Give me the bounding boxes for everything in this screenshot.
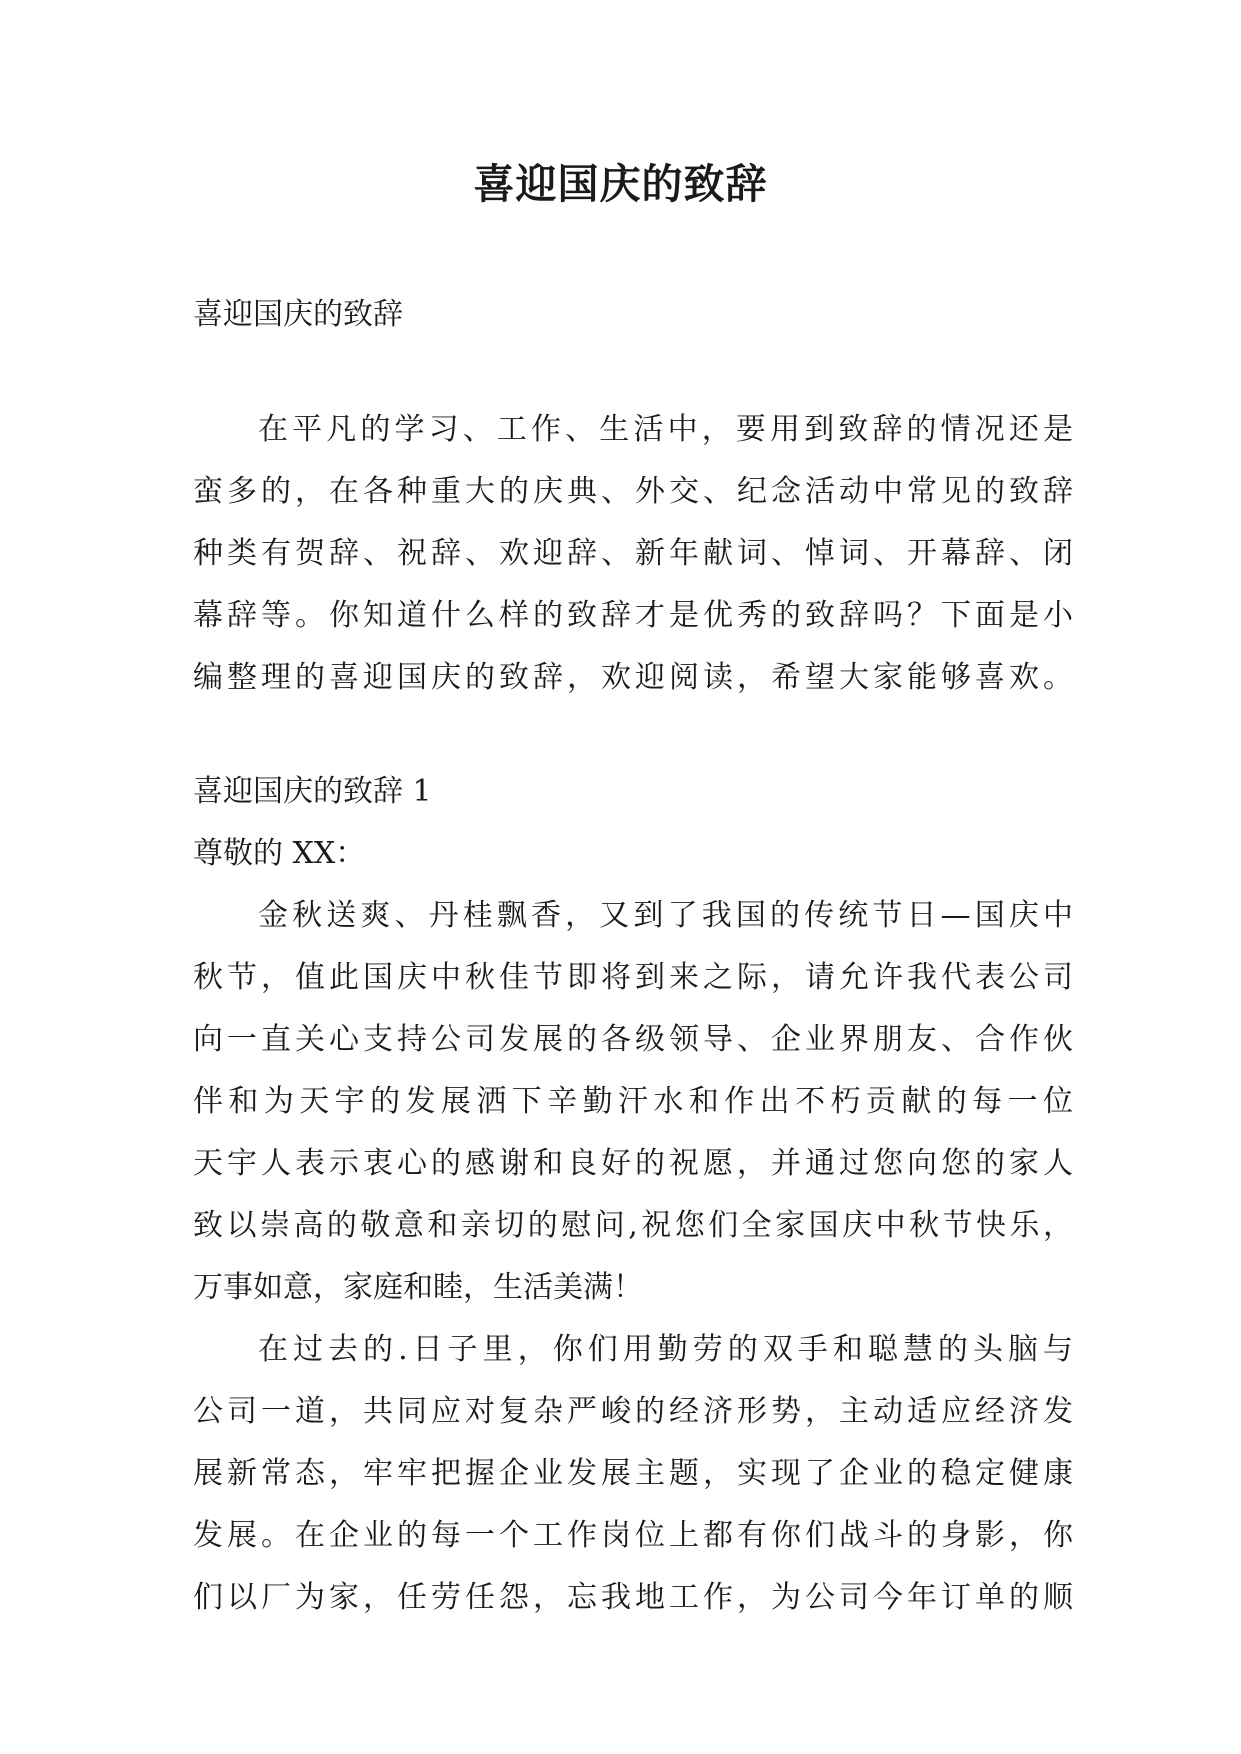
intro-line: 种类有贺辞、祝辞、欢迎辞、新年献词、悼词、开幕辞、闭 [193, 536, 1073, 571]
paragraph-line: 在过去的.日子里，你们用勤劳的双手和聪慧的头脑与 [258, 1332, 1073, 1367]
intro-line: 编整理的喜迎国庆的致辞，欢迎阅读，希望大家能够喜欢。 [193, 660, 1073, 695]
paragraph-line: 展新常态，牢牢把握企业发展主题，实现了企业的稳定健康 [193, 1456, 1073, 1491]
paragraph-line: 公司一道，共同应对复杂严峻的经济形势，主动适应经济发 [193, 1394, 1073, 1429]
section-heading: 喜迎国庆的致辞 1 [193, 774, 432, 809]
paragraph-line: 致以崇高的敬意和亲切的慰问,祝您们全家国庆中秋节快乐， [193, 1208, 1073, 1243]
paragraph-line: 万事如意，家庭和睦，生活美满！ [193, 1270, 643, 1305]
document-subtitle: 喜迎国庆的致辞 [193, 297, 403, 332]
paragraph-line: 金秋送爽、丹桂飘香，又到了我国的传统节日—国庆中 [258, 898, 1073, 933]
paragraph-line: 伴和为天宇的发展洒下辛勤汗水和作出不朽贡献的每一位 [193, 1084, 1073, 1119]
paragraph-line: 秋节，值此国庆中秋佳节即将到来之际，请允许我代表公司 [193, 960, 1073, 995]
intro-line: 幕辞等。你知道什么样的致辞才是优秀的致辞吗？下面是小 [193, 598, 1073, 633]
intro-line: 在平凡的学习、工作、生活中，要用到致辞的情况还是 [258, 412, 1073, 447]
salutation: 尊敬的 XX： [193, 836, 366, 871]
paragraph-line: 向一直关心支持公司发展的各级领导、企业界朋友、合作伙 [193, 1022, 1073, 1057]
intro-line: 蛮多的，在各种重大的庆典、外交、纪念活动中常见的致辞 [193, 474, 1073, 509]
paragraph-line: 发展。在企业的每一个工作岗位上都有你们战斗的身影，你 [193, 1518, 1073, 1553]
paragraph-line: 天宇人表示衷心的感谢和良好的祝愿，并通过您向您的家人 [193, 1146, 1073, 1181]
paragraph-line: 们以厂为家，任劳任怨，忘我地工作，为公司今年订单的顺 [193, 1580, 1073, 1615]
document-title: 喜迎国庆的致辞 [473, 160, 768, 208]
